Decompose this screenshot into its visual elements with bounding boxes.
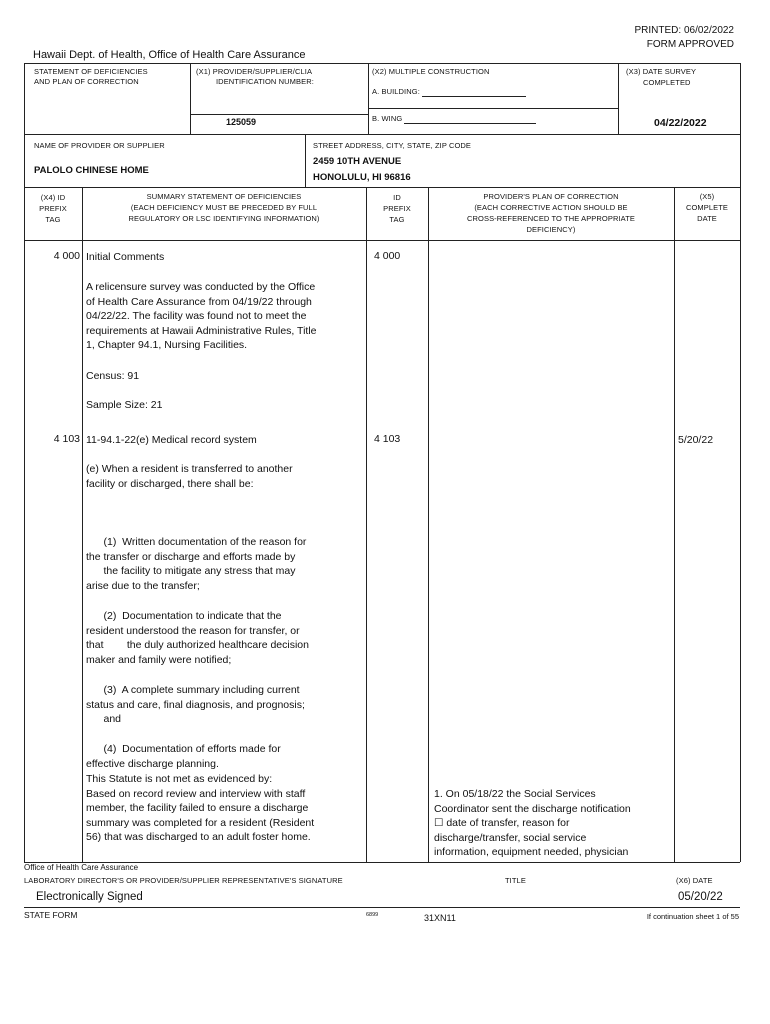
- form-code: 6899: [366, 912, 379, 918]
- statement-label: STATEMENT OF DEFICIENCIES: [34, 67, 148, 76]
- rule: [24, 134, 740, 135]
- completion-date: 5/20/22: [678, 434, 714, 446]
- x3-label: (X3) DATE SURVEY: [626, 67, 697, 76]
- rule: [24, 63, 25, 862]
- x4-header: (X4) ID PREFIX TAG: [39, 193, 67, 224]
- street-address: 2459 10TH AVENUE: [313, 156, 402, 167]
- rule: [82, 187, 83, 862]
- title-label: TITLE: [505, 876, 526, 885]
- regulation-e: (e) When a resident is transferred to another facility or discharged, there shall be:: [86, 463, 293, 490]
- building-label: A. BUILDING:: [372, 86, 526, 97]
- census: Census: 91: [86, 370, 140, 382]
- signature-label: LABORATORY DIRECTOR'S OR PROVIDER/SUPPLIER REPRESENTATIVE'S SIGNATURE: [24, 876, 343, 885]
- survey-paragraph: A relicensure survey was conducted by the Office of Health Care Assurance from 04/19/22 through 04/22/22. The facility was found not to meet the requirements at Hawaii Administrative Rules, Title 1, Chapter 94.1, Nursing Facilities.: [86, 281, 317, 352]
- state-form-label: STATE FORM: [24, 910, 78, 920]
- x2-label: (X2) MULTIPLE CONSTRUCTION: [372, 67, 490, 76]
- item-1: (1) Written documentation of the reason for the transfer or discharge and efforts made by the facility to mitigate any stress that may arise due to the transfer;: [86, 536, 307, 592]
- x3-label-2: COMPLETED: [643, 78, 691, 87]
- plan-header: PROVIDER'S PLAN OF CORRECTION (EACH CORRECTIVE ACTION SHOULD BE CROSS-REFERENCED TO THE APPROPRIATE DEFICIENCY): [467, 192, 635, 234]
- findings-paragraph: This Statute is not met as evidenced by: Based on record review and interview with staff member, the facility failed to ensure a discharge summary was completed for a resident (Resident 56) that was discharged to an adult foster home.: [86, 773, 315, 844]
- item-4: (4) Documentation of efforts made for effective discharge planning.: [86, 743, 281, 770]
- plan-label: AND PLAN OF CORRECTION: [34, 77, 139, 86]
- form-approved: FORM APPROVED: [646, 39, 734, 50]
- rule: [190, 63, 191, 134]
- rule: [618, 63, 619, 134]
- continuation-sheet: If continuation sheet 1 of 55: [646, 912, 739, 921]
- tag-4000: 4 000: [53, 250, 80, 262]
- address-label: STREET ADDRESS, CITY, STATE, ZIP CODE: [313, 141, 472, 150]
- rule: [305, 134, 306, 187]
- rule: [368, 63, 369, 134]
- id-header: ID PREFIX TAG: [383, 193, 411, 224]
- survey-date: 04/22/2022: [654, 117, 707, 129]
- tag-4103: 4 103: [53, 433, 80, 445]
- regulation-title: 11-94.1-22(e) Medical record system: [86, 434, 257, 446]
- provider-id: 125059: [226, 117, 257, 127]
- rule: [368, 108, 618, 109]
- tag-4103-right: 4 103: [374, 433, 401, 445]
- sample-size: Sample Size: 21: [86, 399, 163, 411]
- rule: [24, 240, 740, 241]
- x5-header: (X5) COMPLETE DATE: [685, 192, 729, 223]
- item-3: (3) A complete summary including current status and care, final diagnosis, and prognosis; and: [86, 684, 305, 726]
- rule: [24, 187, 740, 188]
- agency-name: Hawaii Dept. of Health, Office of Health Care Assurance: [33, 49, 306, 61]
- item-2: (2) Documentation to indicate that the resident understood the reason for transfer, or that the duly authorized healthcare decision maker and family were notified;: [86, 610, 309, 666]
- signature-date: 05/20/22: [678, 891, 723, 903]
- electronic-signature: Electronically Signed: [36, 891, 143, 903]
- rule: [740, 63, 741, 862]
- rule: [24, 907, 740, 908]
- summary-header: SUMMARY STATEMENT OF DEFICIENCIES (EACH DEFICIENCY MUST BE PRECEDED BY FULL REGULATORY OR LSC IDENTIFYING INFORMATION): [128, 192, 320, 223]
- printed-date: PRINTED: 06/02/2022: [634, 25, 734, 36]
- x1-label: (X1) PROVIDER/SUPPLIER/CLIA: [196, 67, 313, 76]
- rule: [366, 187, 367, 862]
- x1-label-2: IDENTIFICATION NUMBER:: [216, 77, 314, 86]
- initial-comments-title: Initial Comments: [86, 251, 165, 263]
- x6-date-label: (X6) DATE: [676, 876, 713, 885]
- tag-4000-right: 4 000: [374, 250, 401, 262]
- office-label: Office of Health Care Assurance: [24, 863, 139, 872]
- event-id: 31XN11: [424, 913, 456, 923]
- wing-label: B. WING: [372, 113, 536, 124]
- city-state-zip: HONOLULU, HI 96816: [313, 172, 411, 183]
- plan-of-correction: 1. On 05/18/22 the Social Services Coordinator sent the discharge notification ☐ date of transfer, reason for discharge/transfer, social service information, equipment needed, physician: [434, 788, 631, 859]
- provider-name-label: NAME OF PROVIDER OR SUPPLIER: [34, 141, 165, 150]
- rule: [428, 187, 429, 862]
- rule: [24, 63, 740, 64]
- provider-name: PALOLO CHINESE HOME: [34, 165, 149, 176]
- rule: [674, 187, 675, 862]
- rule: [190, 114, 368, 115]
